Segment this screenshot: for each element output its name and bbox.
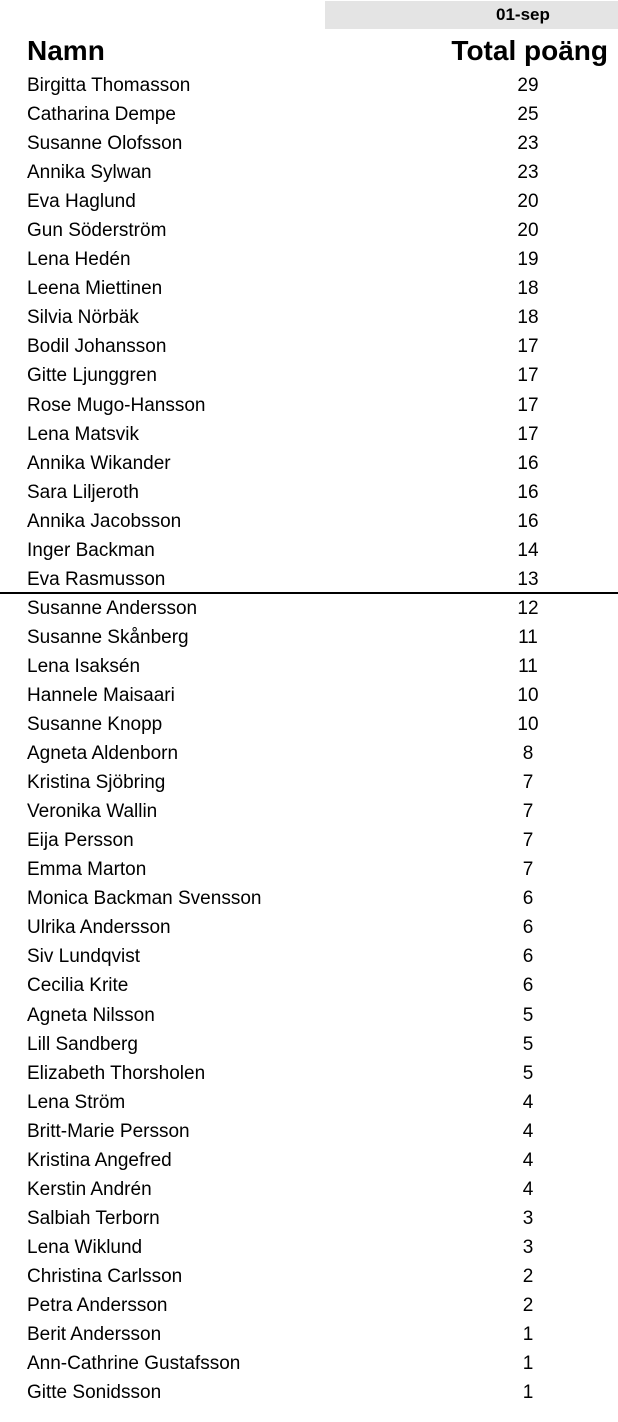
player-name: Kerstin Andrén bbox=[27, 1178, 152, 1200]
total-points: 23 bbox=[517, 133, 539, 155]
table-row bbox=[0, 129, 618, 158]
total-points: 14 bbox=[517, 539, 539, 561]
table-row bbox=[0, 1262, 618, 1291]
player-name: Lena Wiklund bbox=[27, 1236, 143, 1258]
player-name: Kristina Angefred bbox=[27, 1149, 172, 1171]
player-name: Birgitta Thomasson bbox=[27, 75, 191, 96]
total-points: 18 bbox=[517, 278, 539, 300]
table-row bbox=[0, 1349, 618, 1378]
total-points: 16 bbox=[517, 510, 539, 532]
table-row bbox=[0, 1088, 618, 1117]
total-points: 5 bbox=[522, 1033, 534, 1055]
total-points: 20 bbox=[517, 220, 539, 242]
total-points: 7 bbox=[522, 830, 534, 852]
total-points: 1 bbox=[522, 1353, 534, 1375]
player-name: Elizabeth Thorsholen bbox=[27, 1062, 206, 1084]
player-name: Annika Wikander bbox=[27, 452, 171, 474]
total-points: 25 bbox=[517, 104, 539, 126]
player-name: Gitte Ljunggren bbox=[27, 365, 157, 387]
player-name: Gitte Sonidsson bbox=[27, 1382, 162, 1404]
total-points: 7 bbox=[522, 859, 534, 881]
player-name: Britt-Marie Persson bbox=[27, 1120, 190, 1142]
total-points: 20 bbox=[517, 191, 539, 213]
total-points: 2 bbox=[522, 1265, 534, 1287]
table-row bbox=[0, 739, 618, 768]
table-row bbox=[0, 1059, 618, 1088]
total-points: 12 bbox=[517, 597, 539, 619]
player-name: Ulrika Andersson bbox=[27, 917, 171, 939]
total-points: 16 bbox=[517, 452, 539, 474]
total-points: 29 bbox=[517, 75, 539, 96]
total-points-column-header: Total poäng bbox=[451, 35, 608, 66]
total-points: 23 bbox=[517, 162, 539, 184]
table-row bbox=[0, 1117, 618, 1146]
total-points: 4 bbox=[522, 1178, 534, 1200]
player-name: Rose Mugo-Hansson bbox=[27, 394, 206, 416]
standings-table bbox=[0, 71, 618, 1407]
total-points: 17 bbox=[517, 423, 539, 445]
player-name: Sara Liljeroth bbox=[27, 481, 139, 503]
total-points: 18 bbox=[517, 307, 539, 329]
total-points: 2 bbox=[522, 1294, 534, 1316]
table-row bbox=[0, 1204, 618, 1233]
player-name: Eva Haglund bbox=[27, 191, 136, 213]
player-name: Ann-Cathrine Gustafsson bbox=[27, 1353, 241, 1375]
total-points: 10 bbox=[517, 714, 539, 736]
player-name: Susanne Knopp bbox=[27, 714, 163, 736]
player-name: Gun Söderström bbox=[27, 220, 167, 242]
table-row bbox=[0, 71, 618, 100]
table-row bbox=[0, 274, 618, 303]
player-name: Cecilia Krite bbox=[27, 975, 129, 997]
table-row bbox=[0, 361, 618, 390]
table-row bbox=[0, 971, 618, 1000]
table-row bbox=[0, 855, 618, 884]
table-row bbox=[0, 391, 618, 420]
player-name: Lena Matsvik bbox=[27, 423, 139, 445]
table-row bbox=[0, 681, 618, 710]
player-name: Lena Ström bbox=[27, 1091, 126, 1113]
total-points: 1 bbox=[522, 1382, 534, 1404]
total-points: 17 bbox=[517, 365, 539, 387]
total-points: 5 bbox=[522, 1004, 534, 1026]
table-row bbox=[0, 1146, 618, 1175]
table-row bbox=[0, 942, 618, 971]
player-name: Annika Sylwan bbox=[27, 162, 152, 184]
player-name: Agneta Aldenborn bbox=[27, 743, 179, 765]
name-column-header: Namn bbox=[27, 35, 105, 66]
player-name: Berit Andersson bbox=[27, 1324, 162, 1346]
player-name: Annika Jacobsson bbox=[27, 510, 182, 532]
table-row bbox=[0, 652, 618, 681]
table-row bbox=[0, 100, 618, 129]
player-name: Lill Sandberg bbox=[27, 1033, 138, 1055]
table-row bbox=[0, 449, 618, 478]
total-points: 13 bbox=[517, 568, 539, 590]
total-points: 17 bbox=[517, 336, 539, 358]
table-row bbox=[0, 1030, 618, 1059]
total-points: 19 bbox=[517, 249, 539, 271]
total-points: 7 bbox=[522, 772, 534, 794]
player-name: Susanne Olofsson bbox=[27, 133, 183, 155]
table-row bbox=[0, 1378, 618, 1407]
table-row bbox=[0, 710, 618, 739]
player-name: Veronika Wallin bbox=[27, 801, 158, 823]
player-name: Salbiah Terborn bbox=[27, 1207, 160, 1229]
player-name: Emma Marton bbox=[27, 859, 147, 881]
total-points: 5 bbox=[522, 1062, 534, 1084]
player-name: Eva Rasmusson bbox=[27, 568, 166, 590]
total-points: 17 bbox=[517, 394, 539, 416]
total-points: 11 bbox=[518, 626, 538, 648]
table-row bbox=[0, 1233, 618, 1262]
total-points: 4 bbox=[522, 1091, 534, 1113]
table-row bbox=[0, 478, 618, 507]
player-name: Silvia Nörbäk bbox=[27, 307, 139, 329]
table-row bbox=[0, 245, 618, 274]
table-row bbox=[0, 594, 618, 623]
player-name: Monica Backman Svensson bbox=[27, 888, 262, 910]
table-row bbox=[0, 913, 618, 942]
table-row bbox=[0, 1320, 618, 1349]
table-row bbox=[0, 623, 618, 652]
total-points: 8 bbox=[522, 743, 534, 765]
player-name: Susanne Andersson bbox=[27, 597, 198, 619]
table-row bbox=[0, 158, 618, 187]
table-row bbox=[0, 884, 618, 913]
player-name: Eija Persson bbox=[27, 830, 134, 852]
player-name: Lena Isaksén bbox=[27, 655, 141, 677]
table-row bbox=[0, 216, 618, 245]
table-row bbox=[0, 332, 618, 361]
total-points: 4 bbox=[522, 1120, 534, 1142]
total-points: 10 bbox=[517, 684, 539, 706]
table-row bbox=[0, 797, 618, 826]
table-row bbox=[0, 1001, 618, 1030]
player-name: Catharina Dempe bbox=[27, 104, 176, 126]
total-points: 6 bbox=[522, 975, 534, 997]
table-row bbox=[0, 536, 618, 565]
date-header: 01-sep bbox=[325, 1, 618, 29]
player-name: Inger Backman bbox=[27, 539, 155, 561]
player-name: Leena Miettinen bbox=[27, 278, 163, 300]
player-name: Hannele Maisaari bbox=[27, 684, 175, 706]
table-row bbox=[0, 565, 618, 594]
total-points: 3 bbox=[522, 1207, 534, 1229]
total-points: 6 bbox=[522, 888, 534, 910]
table-row bbox=[0, 1175, 618, 1204]
total-points: 6 bbox=[522, 946, 534, 968]
total-points: 4 bbox=[522, 1149, 534, 1171]
table-row bbox=[0, 826, 618, 855]
player-name: Susanne Skånberg bbox=[27, 626, 189, 648]
table-row bbox=[0, 187, 618, 216]
table-row bbox=[0, 420, 618, 449]
player-name: Siv Lundqvist bbox=[27, 946, 141, 968]
table-row bbox=[0, 1291, 618, 1320]
player-name: Kristina Sjöbring bbox=[27, 772, 166, 794]
table-row bbox=[0, 507, 618, 536]
table-row bbox=[0, 768, 618, 797]
player-name: Lena Hedén bbox=[27, 249, 131, 271]
table-row bbox=[0, 303, 618, 332]
player-name: Christina Carlsson bbox=[27, 1265, 183, 1287]
total-points: 16 bbox=[517, 481, 539, 503]
total-points: 1 bbox=[522, 1324, 534, 1346]
total-points: 3 bbox=[522, 1236, 534, 1258]
player-name: Bodil Johansson bbox=[27, 336, 167, 358]
total-points: 6 bbox=[522, 917, 534, 939]
player-name: Petra Andersson bbox=[27, 1294, 168, 1316]
total-points: 7 bbox=[522, 801, 534, 823]
player-name: Agneta Nilsson bbox=[27, 1004, 155, 1026]
total-points: 11 bbox=[518, 655, 538, 677]
